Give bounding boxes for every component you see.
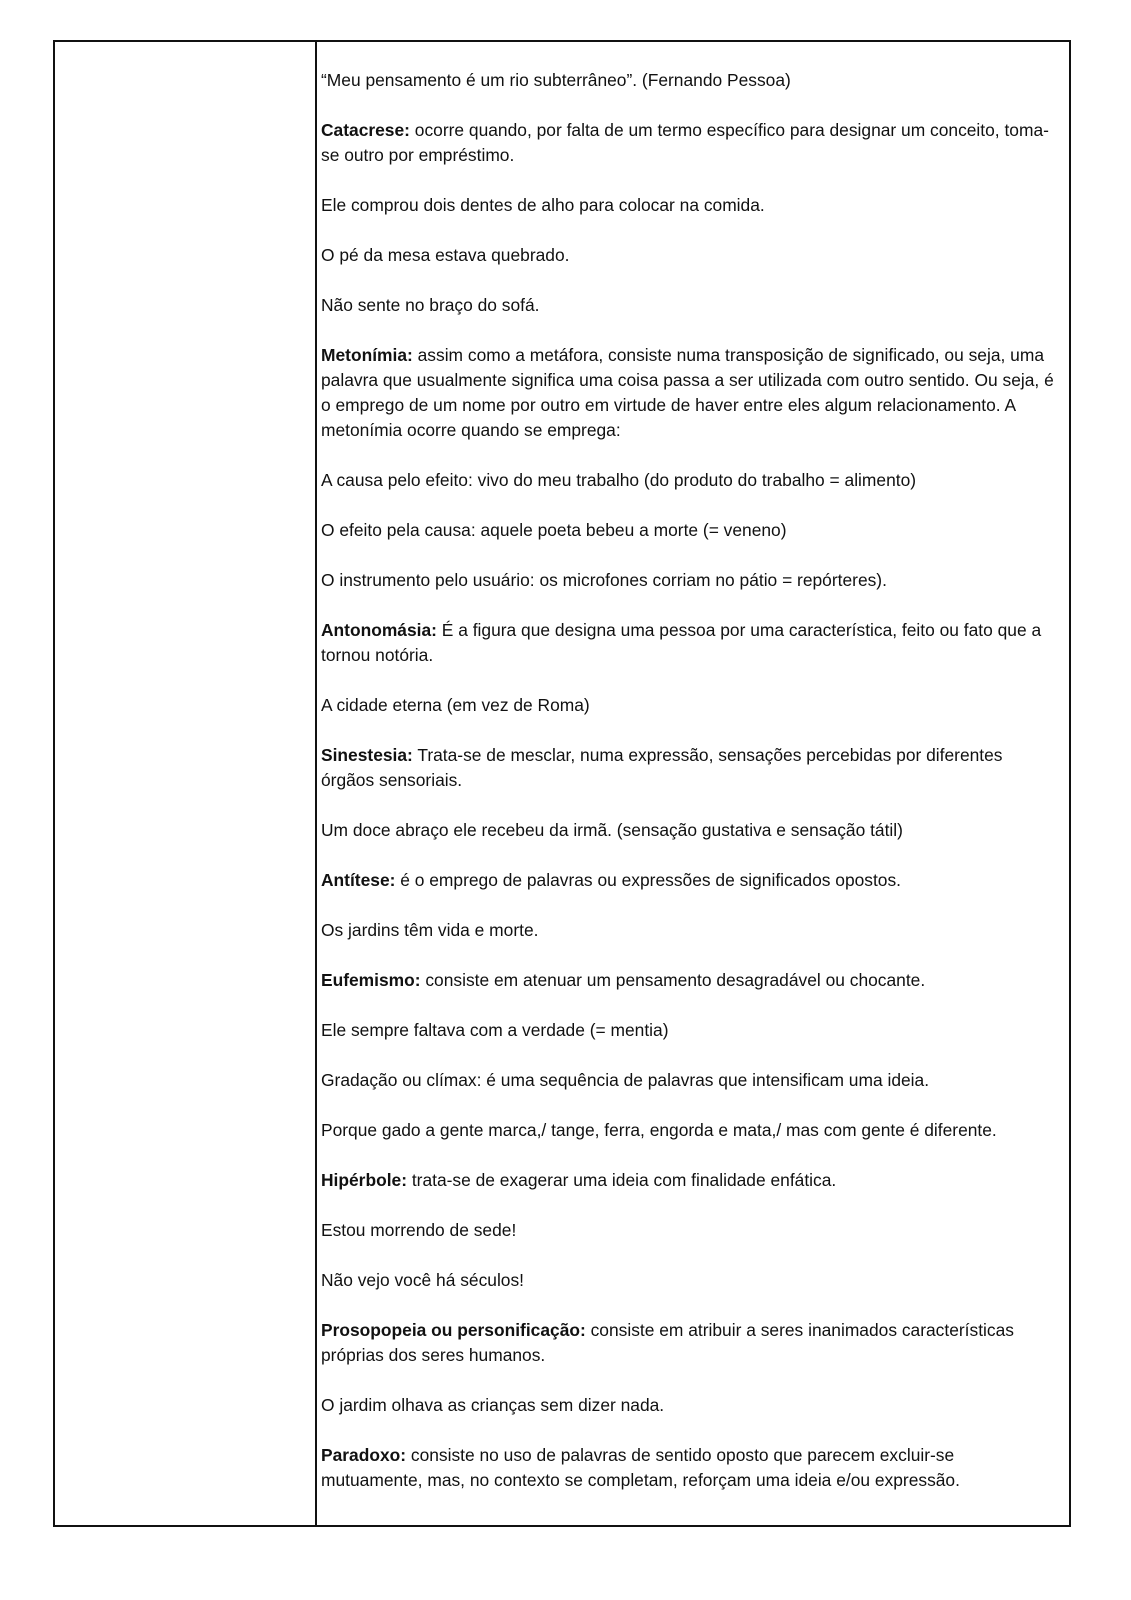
example-paragraph [321,1068,1057,1093]
example-paragraph [321,1393,1057,1418]
example-paragraph [321,68,1057,93]
paragraph-text: Um doce abraço ele recebeu da irmã. (sensação gustativa e sensação tátil) [321,820,903,840]
example-paragraph [321,193,1057,218]
paragraph-text: ocorre quando, por falta de um termo específico para designar um conceito, toma-se outro por empréstimo. [321,120,1049,165]
paragraph-text: É a figura que designa uma pessoa por uma característica, feito ou fato que a tornou notória. [321,620,1042,665]
paragraph-text: Os jardins têm vida e morte. [321,920,539,940]
paragraph-text: é o emprego de palavras ou expressões de significados opostos. [395,870,902,890]
table-left-column [55,42,317,1525]
paragraph-text: Ele comprou dois dentes de alho para colocar na comida. [321,195,765,215]
definition-paragraph [321,618,1057,668]
example-paragraph [321,1018,1057,1043]
definition-paragraph [321,868,1057,893]
example-paragraph [321,1218,1057,1243]
paragraph-text: assim como a metáfora, consiste numa transposição de significado, ou seja, uma palavra que usualmente significa uma coisa passa a ser utilizada com outro sentido. Ou seja, é o emprego de um nome por outro em virtude de haver entre eles algum relacionamento. A metonímia ocorre quando se emprega: [321,345,1054,440]
definition-paragraph [321,1168,1057,1193]
paragraph-text: Ele sempre faltava com a verdade (= mentia) [321,1020,669,1040]
paragraph-text: consiste em atenuar um pensamento desagradável ou chocante. [420,970,926,990]
definition-paragraph [321,1318,1057,1368]
figure-term: Catacrese: [321,120,410,140]
paragraph-text: Trata-se de mesclar, numa expressão, sensações percebidas por diferentes órgãos sensoriais. [321,745,1003,790]
paragraph-text: A cidade eterna (em vez de Roma) [321,695,590,715]
definition-paragraph [321,343,1057,443]
figure-term: Antonomásia: [321,620,437,640]
figure-term: Antítese: [321,870,396,890]
paragraph-text: Estou morrendo de sede! [321,1220,517,1240]
paragraph-text: O jardim olhava as crianças sem dizer nada. [321,1395,665,1415]
definition-paragraph [321,743,1057,793]
example-paragraph [321,518,1057,543]
content-table [53,40,1071,1527]
example-paragraph [321,293,1057,318]
paragraph-text: O instrumento pelo usuário: os microfones corriam no pátio = repórteres). [321,570,887,590]
example-paragraph [321,468,1057,493]
example-paragraph [321,818,1057,843]
paragraph-text: A causa pelo efeito: vivo do meu trabalho (do produto do trabalho = alimento) [321,470,917,490]
paragraph-text: O pé da mesa estava quebrado. [321,245,570,265]
definition-paragraph [321,1443,1057,1493]
example-paragraph [321,918,1057,943]
figure-term: Sinestesia: [321,745,413,765]
figure-term: Hipérbole: [321,1170,407,1190]
paragraph-text: “Meu pensamento é um rio subterrâneo”. (Fernando Pessoa) [321,70,791,90]
figure-term: Prosopopeia ou personificação: [321,1320,586,1340]
paragraph-text: O efeito pela causa: aquele poeta bebeu a morte (= veneno) [321,520,787,540]
figure-term: Metonímia: [321,345,413,365]
paragraph-text: Gradação ou clímax: é uma sequência de palavras que intensificam uma ideia. [321,1070,930,1090]
paragraph-text: Não vejo você há séculos! [321,1270,525,1290]
example-paragraph [321,1268,1057,1293]
figure-term: Eufemismo: [321,970,421,990]
figure-term: Paradoxo: [321,1445,407,1465]
example-paragraph [321,1118,1057,1143]
paragraph-text: Não sente no braço do sofá. [321,295,540,315]
paragraph-text: consiste em atribuir a seres inanimados características próprias dos seres humanos. [321,1320,1014,1365]
definition-paragraph [321,968,1057,993]
paragraph-text: Porque gado a gente marca,/ tange, ferra, engorda e mata,/ mas com gente é diferente. [321,1120,997,1140]
table-right-column [318,42,1069,1525]
paragraph-text: trata-se de exagerar uma ideia com finalidade enfática. [407,1170,837,1190]
example-paragraph [321,568,1057,593]
definition-paragraph [321,118,1057,168]
paragraph-text: consiste no uso de palavras de sentido oposto que parecem excluir-se mutuamente, mas, no contexto se completam, reforçam uma ideia e/ou expressão. [321,1445,960,1490]
example-paragraph [321,243,1057,268]
paragraph-list [321,68,1057,1493]
example-paragraph [321,693,1057,718]
